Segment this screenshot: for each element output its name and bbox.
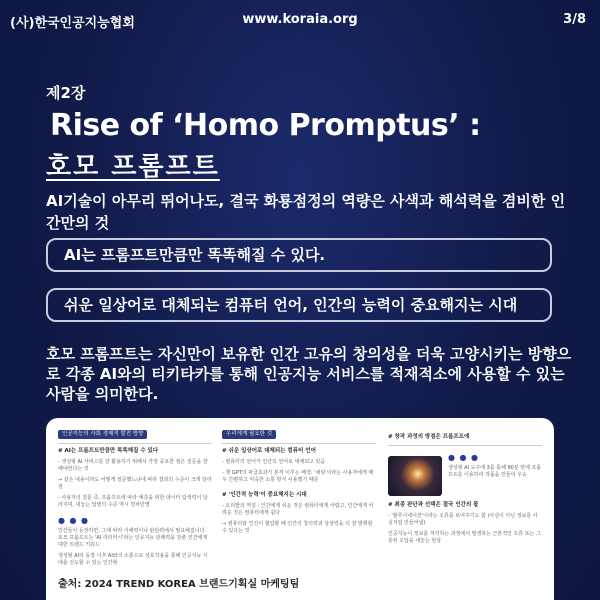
- column-text: 생성형 AI 도구에 3를 통해 90분 만에 프롬프트를 이용하여 작품을 만들어 우승: [448, 465, 542, 478]
- card-column-2: [222, 430, 376, 535]
- column-heading: # AI는 프롬프트만큼만 똑똑해질 수 있다: [58, 448, 159, 454]
- column-text: 인간들이 등장하면, 그에 따라 이해력이나 판단력에서 필요해집니다. 호모 프롬프트는 'AI 리터러시'라는 인공지능 판례력을 갖춘 인간에게 대한 트렌드 키워드: [58, 528, 208, 548]
- divider: [388, 445, 542, 446]
- page-title: Rise of ‘Homo Promptus’ :: [50, 108, 481, 143]
- summary-text: AI기술이 아무리 뛰어나도, 결국 화룡점정의 역량은 사색과 해석력을 겸비한 인간만의 것: [46, 192, 566, 232]
- column-heading: # 창작 과정의 방점은 프롬프트에: [388, 434, 470, 440]
- divider: [222, 443, 376, 444]
- page-indicator: 3/8: [563, 12, 586, 27]
- column-text: - 컴퓨터의 언어가 인간의 언어로 대체되고 있음: [222, 459, 326, 465]
- page-title-korean: 호모 프롬프트: [46, 152, 220, 182]
- card-column-3: [388, 430, 542, 545]
- source-citation: 출처: 2024 TREND KOREA 브랜드기획실 마케팅팀: [58, 579, 300, 590]
- column-heading: # 쉬운 일상어로 대체되는 컴퓨터 언어: [222, 448, 316, 454]
- column-tag: 우리에게 필요한 것: [222, 430, 276, 439]
- org-name: (사)한국인공지능협회: [10, 16, 135, 31]
- column-heading: # 최종 판단과 선택은 결국 인간의 몫: [388, 502, 479, 508]
- dots-icon: ● ● ●: [58, 516, 90, 525]
- column-heading: # '인간적 능력'이 중요해지는 시대: [222, 492, 307, 498]
- key-point-2: 쉬운 일상어로 대체되는 컴퓨터 언어, 인간의 능력이 중요해지는 시대: [46, 288, 552, 322]
- column-text: - 사용자의 질문 즉, 프롬프트에 따라 예측을 위한 데이터 탐색력이 달라지며, 내놓는 답변의 수준 역시 천차만별: [58, 495, 208, 508]
- column-text: - '할루시네이션'이라는 오류를 보여주기도 함 (사실이 아닌 정보를 사실처럼 만들어냄): [388, 513, 538, 526]
- column-text: - 챗 GPT의 파급효과가 본격 이루는 배경: '채팅'이라는 사용자에게 매우 간편하고 익숙한 소통 방식 사용했기 때문: [222, 470, 374, 483]
- column-text: → 같은 내용이라도 어떻게 질문했느냐에 따라 결과의 수준이 크게 달라짐: [58, 477, 212, 490]
- website-link[interactable]: www.koraia.org: [242, 12, 358, 27]
- artwork-image: [388, 456, 442, 496]
- column-text: - 오리발의 역설 : 인간에게 쉬운 것은 컴퓨터에게 어렵고, 인간에게 어려운 것은 컴퓨터에게 쉽다: [222, 503, 374, 516]
- chapter-label: 제2장: [46, 84, 86, 102]
- description-text: 호모 프롬프트는 자신만이 보유한 인간 고유의 창의성을 더욱 고양시키는 방향으로 각종 AI와의 티키타카를 통해 인공지능 서비스를 적재적소에 사용할 수 있는 사람을 의미한다.: [46, 345, 572, 403]
- header-bar: [0, 0, 600, 44]
- column-text: → 컴퓨터와 인간이 협업할 때 인간의 창의력과 상상력을 더 잘 발휘할 수 있다는 것: [222, 521, 373, 534]
- card-column-1: [58, 430, 212, 567]
- reference-card: [46, 418, 554, 600]
- column-text: 생성형 AI의 등장 이후 AI와의 소통으로 상호작용을 통해 인공지능 시대를 선도할 수 있는 인간형: [58, 553, 208, 566]
- column-text: - 생성형 AI 서비스를 잘 활용하기 위해서 가장 중요한 점은 질문을 잘 해야한다는 것: [58, 459, 208, 472]
- column-text: 인공지능이 정보를 처리하는 과정에서 발생하는 근본적인 오류 또는 그릇된 오답을 내놓는 현상: [388, 531, 541, 544]
- column-tag: 인공지능의 사회 경제적 발전 방향: [58, 430, 147, 439]
- divider: [58, 443, 212, 444]
- key-point-1: AI는 프롬프트만큼만 똑똑해질 수 있다.: [46, 238, 552, 272]
- dots-icon: ● ● ●: [448, 453, 480, 462]
